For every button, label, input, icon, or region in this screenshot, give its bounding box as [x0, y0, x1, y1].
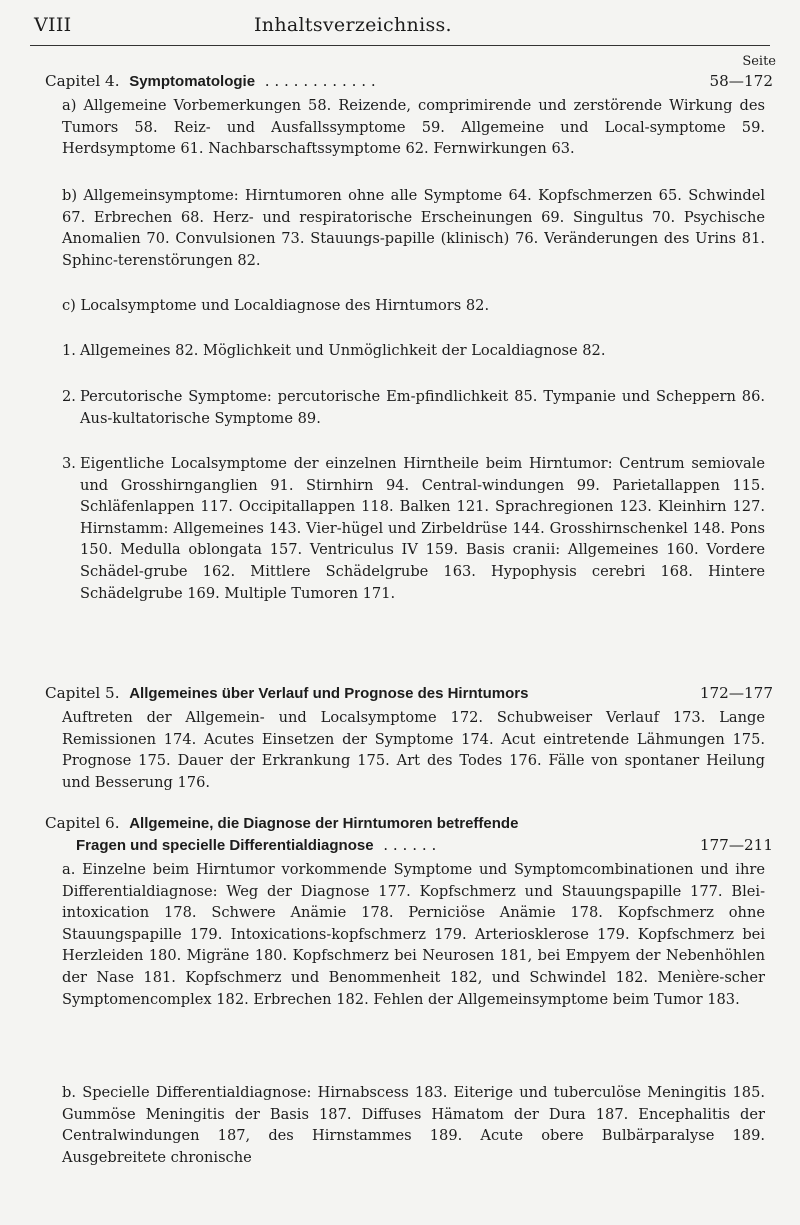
- list-item-text: Percutorische Symptome: percutorische Em-pfindlichkeit 85. Tympanie und Scheppern 86. Aus-kultatorische Symptome 89.: [80, 388, 765, 427]
- header-rule: [30, 45, 770, 46]
- chapter-5-heading[interactable]: [45, 683, 773, 704]
- list-item-number: 2.: [62, 388, 76, 405]
- chapter-title: Allgemeines über Verlauf und Prognose des Hirntumors: [129, 685, 529, 702]
- leader-dots: . . . . . .: [383, 836, 437, 854]
- list-item-text: Allgemeines 82. Möglichkeit und Unmöglichkeit der Localdiagnose 82.: [80, 342, 606, 359]
- chapter-4-heading[interactable]: [45, 71, 773, 92]
- list-item-text: Eigentliche Localsymptome der einzelnen Hirntheile beim Hirntumor: Centrum semiovale und Grosshirnganglien 91. Stirnhirn 94. Central-windungen 99. Parietallappen 115. Schläfenlappen 117. Occipitallappen 118. Balken 121. Sprachregionen 123. Kleinhirn 127. Hirnstamm: Allgemeines 143. Vier-hügel und Zirbeldrüse 144. Grosshirnschenkel 148. Pons 150. Medulla oblongata 157. Ventriculus IV 159. Basis cranii: Allgemeines 160. Vordere Schädel-grube 162. Mittlere Schädelgrube 163. Hypophysis cerebri 168. Hintere Schädelgrube 169. Multiple Tumoren 171.: [80, 455, 765, 602]
- chapter-6-heading[interactable]: [45, 813, 773, 834]
- chapter-pages: 58—172: [709, 72, 773, 90]
- chapter-5-text: Auftreten der Allgemein- und Localsymptome 172. Schubweiser Verlauf 173. Lange Remissionen 174. Acutes Einsetzen der Symptome 174. Acut eintretende Lähmungen 175. Prognose 175. Dauer der Erkrankung 175. Art des Todes 176. Fälle von spontaner Heilung und Besserung 176.: [62, 709, 765, 791]
- seite-label: Seite: [742, 54, 776, 69]
- chapter-label: Capitel 5.: [45, 684, 120, 702]
- section-4a: a) Allgemeine Vorbemerkungen 58. Reizende, comprimirende und zerstörende Wirkung des Tumors 58. Reiz- und Ausfallssymptome 59. Allgemeine und Local-symptome 59. Herdsymptome 61. Nachbarschaftssymptome 62. Fernwirkungen 63.: [62, 97, 765, 158]
- chapter-label: Capitel 6.: [45, 814, 120, 832]
- section-4c-list: [62, 340, 765, 680]
- chapter-pages: 172—177: [699, 684, 773, 702]
- chapter-pages: 177—211: [699, 836, 773, 854]
- section-6b: b. Specielle Differentialdiagnose: Hirnabscess 183. Eiterige und tuberculöse Meningitis 185. Gummöse Meningitis der Basis 187. Diffuses Hämatom der Dura 187. Encephalitis der Centralwindungen 187, des Hirnstammes 189. Acute obere Bulbärparalyse 189. Ausgebreitete chronische: [62, 1084, 765, 1166]
- section-6a: a. Einzelne beim Hirntumor vorkommende Symptome und Symptomcombinationen und ihre Differentialdiagnose: Weg der Diagnose 177. Kopfschmerz und Stauungspapille 177. Blei-intoxication 178. Schwere Anämie 178. Perniciöse Anämie 178. Kopfschmerz ohne Stauungspapille 179. Intoxications-kopfschmerz 179. Arteriosklerose 179. Kopfschmerz bei Herzleiden 180. Migräne 180. Kopfschmerz bei Neurosen 181, bei Empyem der Nebenhöhlen der Nase 181. Kopfschmerz und Benommenheit 182, und Schwindel 182. Menière-scher Symptomencomplex 182. Erbrechen 182. Fehlen der Allgemeinsymptome beim Tumor 183.: [62, 861, 765, 1008]
- running-title: Inhaltsverzeichniss.: [254, 14, 452, 36]
- section-4b: b) Allgemeinsymptome: Hirntumoren ohne alle Symptome 64. Kopfschmerzen 65. Schwindel 67. Erbrechen 68. Herz- und respiratorische Erscheinungen 69. Singultus 70. Psychische Anomalien 70. Convulsionen 73. Stauungs-papille (klinisch) 76. Veränderungen des Urins 81. Sphinc-terenstörungen 82.: [62, 187, 765, 269]
- chapter-label: Capitel 4.: [45, 72, 120, 90]
- list-item-number: 1.: [62, 342, 76, 359]
- chapter-6-heading-cont: [76, 835, 773, 856]
- list-item-number: 3.: [62, 455, 76, 472]
- chapter-title-cont: Fragen und specielle Differentialdiagnose: [76, 837, 374, 854]
- section-4c: c) Localsymptome und Localdiagnose des Hirntumors 82.: [62, 297, 490, 314]
- page-number: VIII: [34, 14, 72, 36]
- chapter-title: Allgemeine, die Diagnose der Hirntumoren betreffende: [129, 815, 519, 832]
- chapter-title: Symptomatologie: [129, 73, 256, 90]
- leader-dots: . . . . . . . . . . . .: [264, 72, 376, 90]
